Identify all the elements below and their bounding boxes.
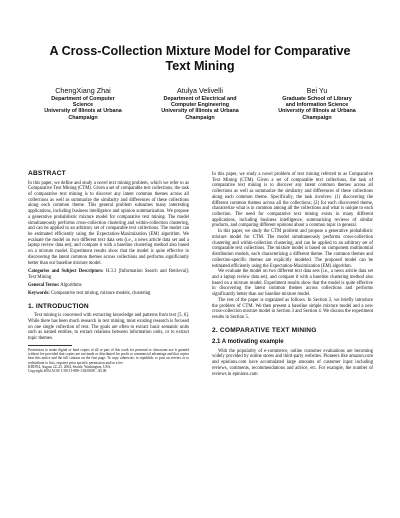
- subsection-2-1-heading: 2.1 A motivating example: [212, 338, 284, 345]
- copyright-footnote: Copyright 2004 ACM 1-58113-888-1/04/0008 ...$5.00.: [28, 369, 108, 374]
- affiliation-line: Computer Engineering: [170, 102, 230, 109]
- affiliation-line: Science: [72, 102, 94, 109]
- affiliation-line: University of Illinois at Urbana: [278, 108, 356, 115]
- author-1: [28, 86, 138, 121]
- author-name: Atulya Velivelli: [177, 86, 223, 95]
- author-3: [262, 86, 372, 121]
- paper-title: A Cross-Collection Mixture Model for Comparative Text Mining: [49, 44, 351, 73]
- affiliation-line: Champaign: [68, 114, 98, 121]
- right-paragraph-4: The rest of the paper is organized as follows. In Section 2, we briefly introduce the problem of CTM. We then present a baseline simple mixture model and a new cross-collection mixture model in Section 3 and Section 4. We discuss the experiment results in Section 5.: [212, 297, 373, 320]
- author-affiliation: [262, 96, 372, 121]
- abstract-text: In this paper, we define and study a novel text mining problem, which we refer to as Comparative Text Mining (CTM). Given a set of comparable text collections, the task of comparative text mining is to discover any latent common themes across all collections as well as summarize the similarity and differences of these collections along each common theme. This general problem subsumes many interesting applications, including business intelligence and opinion summarization. We propose a generative probabilistic mixture model for comparative text mining. The model simultaneously performs cross-collection clustering and within-collection clustering, and can be applied to an arbitrary set of comparable text collections. The model can be estimated efficiently using the Expectation-Maximization (EM) algorithm. We evaluate the model on two different text data sets (i.e., a news article data set and a laptop review data set), and compare it with a baseline clustering method also based on a mixture model. Experiment results show that the model is quite effective in discovering the latent common themes across collections and performs significantly better than our baseline mixture model.: [28, 180, 190, 266]
- footnote-rule: [28, 345, 72, 346]
- keywords-text: Comparative text mining, mixture models, clustering: [49, 290, 151, 296]
- author-affiliation: [28, 96, 138, 121]
- affiliation-line: Department of Computer: [51, 96, 115, 102]
- section-2-1-text: With the popularity of e-commerce, online customer evaluations are becoming widely provided by online stores and third-party websites. Pioneers like amazon.com and epinions.com have accumulated large amounts of customer input including reviews, comments, recommendations and advice, etc. For example, the number of reviews in epinions.com: [212, 348, 373, 377]
- affiliation-line: and Information Science: [285, 102, 349, 109]
- right-column: [212, 172, 373, 377]
- affiliation-line: Department of Electrical and: [163, 96, 237, 102]
- permission-footnote: Permission to make digital or hard copies of all or part of this work for personal or classroom use is granted without fee provided that copies are not made or distributed for profit or commercial advantage and that copies bear this notice and the full citation on the first page. To copy otherwise, to republish, to post on servers or to redistribute to lists, requires prior specific permission and/or a fee.: [28, 347, 189, 365]
- author-name: Bei Yu: [306, 86, 328, 95]
- general-terms-text: Algorithms: [59, 282, 82, 288]
- right-paragraph-3: We evaluate the model on two different text data sets (i.e., a news article data set and a laptop review data set), and compare it with a baseline clustering method also based on a mixture model. Experiment results show that the model is quite effective in discovering the latent common themes across collections and performs significantly better than our baseline mixture model.: [212, 269, 373, 298]
- introduction-heading: 1. INTRODUCTION: [28, 302, 89, 310]
- right-paragraph-1: In this paper, we study a novel problem of text mining referred to as Comparative Text Mining (CTM). Given a set of comparable text collections, the task of comparative text mining is to discover any latent common themes across all collections as well as summarize the similarity and differences of these collections along each common theme. Specifically, the task involves: (1) discovering the different common themes across all the collections; (2) for each discovered theme, characterize what is in common among all the collections and what is unique to each collection. The need for comparative text mining exists in many different applications, including business intelligence, summarizing reviews of similar products, and comparing different opinions about a common topic in general.: [212, 172, 373, 229]
- right-paragraph-2: In this paper, we study the CTM problem and propose a generative probabilistic mixture model for CTM. The model simultaneously performs cross-collection clustering and within-collection clustering, and can be applied to an arbitrary set of comparable text collections. The mixture model is based on component multinomial distribution models, each characterizing a different theme. The common themes and collection-specific themes are explicitly modeled. The proposed model can be estimated efficiently using the Expectation-Maximization (EM) algorithm.: [212, 229, 373, 269]
- categories-text: H.3.3 [Information Search and Retrieval]: Text Mining: [28, 268, 189, 280]
- general-terms-label: General Terms:: [28, 282, 60, 288]
- abstract-heading: ABSTRACT: [28, 170, 66, 177]
- author-affiliation: [145, 96, 255, 121]
- left-column: [28, 170, 189, 374]
- categories-line: [28, 269, 189, 280]
- venue-footnote: KDD'04, August 22–25, 2004, Seattle, Washington, USA.: [28, 364, 112, 369]
- affiliation-line: University of Illinois at Urbana: [161, 108, 239, 115]
- categories-label: Categories and Subject Descriptors:: [28, 268, 104, 274]
- keywords-label: Keywords:: [28, 290, 50, 296]
- introduction-text: Text mining is concerned with extracting knowledge and patterns from text [5, 6]. While there has been much research in text mining, most existing research is focused on one single collection of text. The goals are often to extract basic semantic units such as named entities, to extract relations between information units, or to extract topic themes.: [28, 313, 189, 342]
- section-2-heading: 2. COMPARATIVE TEXT MINING: [212, 326, 317, 334]
- author-block: [28, 86, 372, 121]
- author-2: [145, 86, 255, 121]
- affiliation-line: University of Illinois at Urbana: [44, 108, 122, 115]
- affiliation-line: Graduate School of Library: [282, 96, 352, 102]
- author-name: ChengXiang Zhai: [55, 86, 111, 95]
- affiliation-line: Champaign: [185, 114, 215, 121]
- affiliation-line: Champaign: [302, 114, 332, 121]
